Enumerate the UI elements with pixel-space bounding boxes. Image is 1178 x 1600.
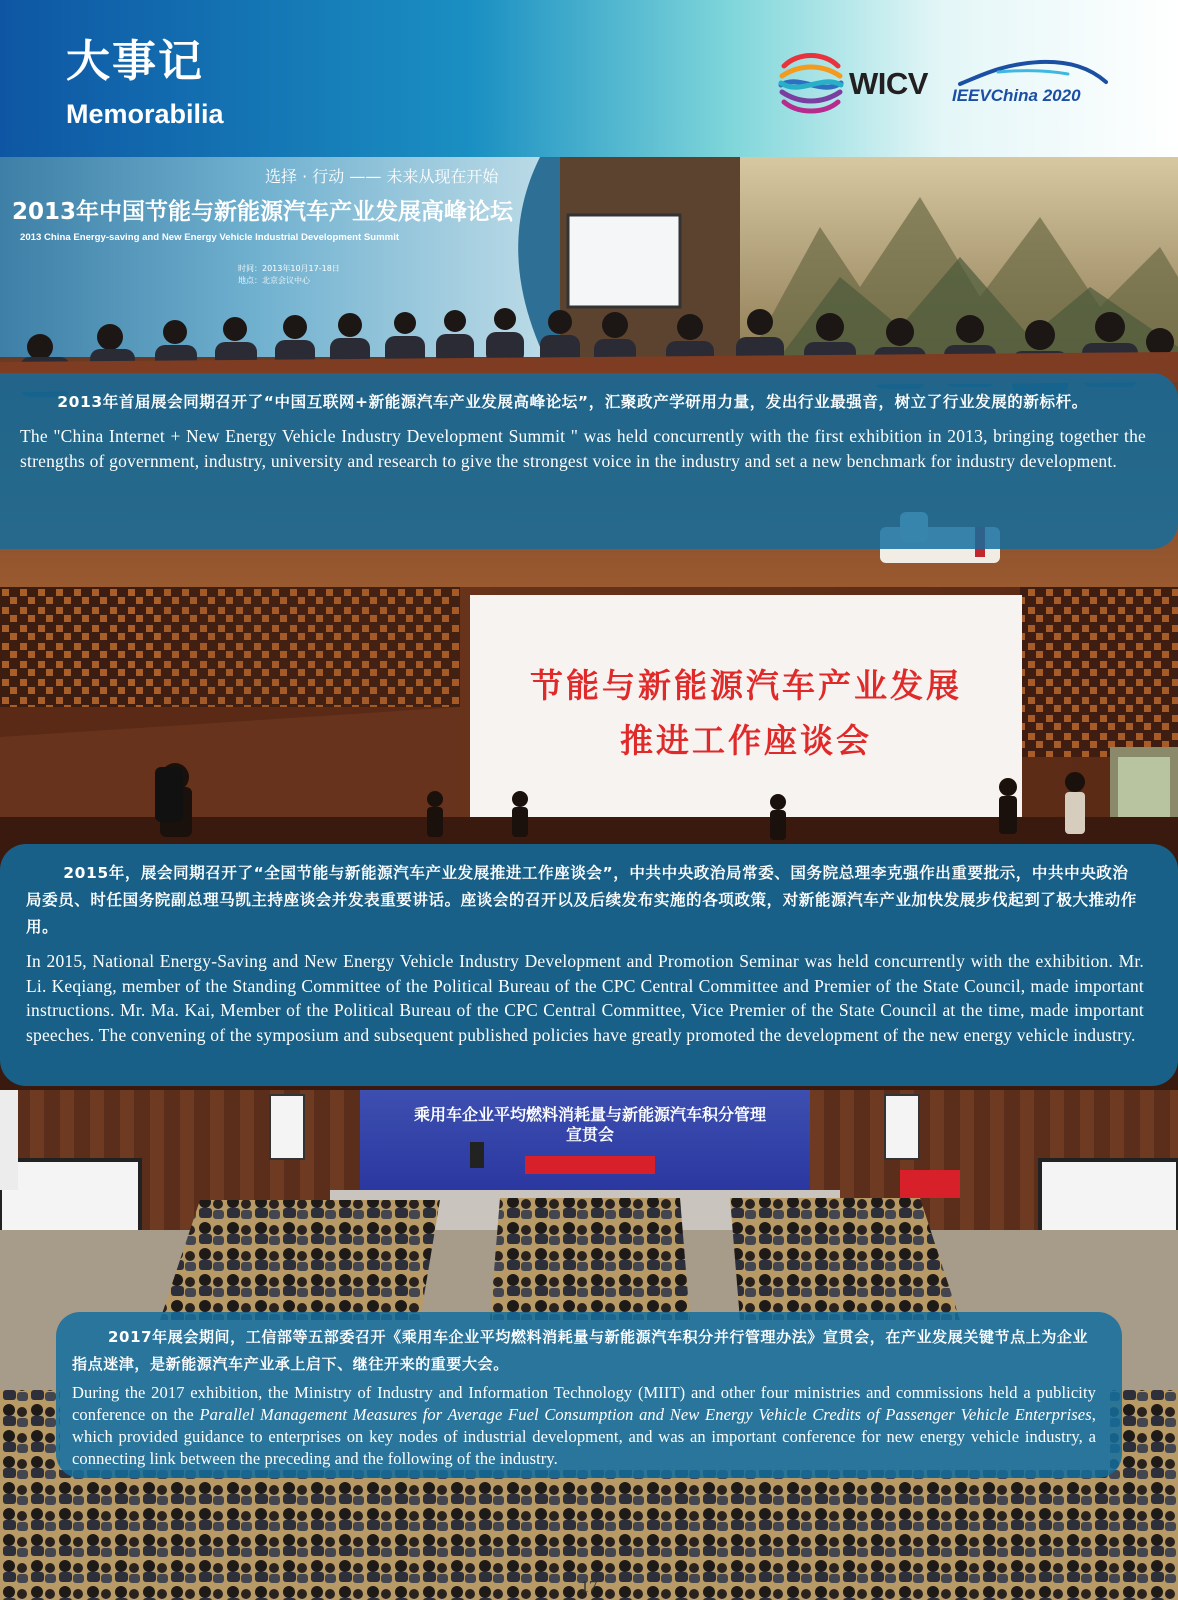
- banner-slogan: 选择 · 行动 —— 未来从现在开始: [265, 167, 499, 186]
- banner-title-en: 2013 China Energy-saving and New Energy Vehicle Industrial Development Summit: [20, 232, 400, 243]
- banner-place: 地点：北京会议中心: [238, 276, 310, 285]
- ieevchina-logo-text: [952, 87, 1081, 104]
- caption-2015-en: In 2015, National Energy-Saving and New Energy Vehicle Industry Development and Promotion Seminar was held concurrently with the exhibition. Mr. Li. Keqiang, member of the Standing Committee of the Political Bureau of the CPC Central Committee and Premier of the State Council, made important instructions. Mr. Ma. Kai, Member of the Political Bureau of the CPC Central Committee, Vice Premier of the State Council at the time, made important speeches. The convening of the symposium and subsequent published policies have greatly promoted the development of the new energy vehicle industry.: [26, 951, 1144, 1045]
- caption-2017-en: [72, 1382, 1096, 1470]
- section-2013-summit: [0, 157, 1178, 587]
- ieevchina-logo-name: IEEVChina: [952, 86, 1038, 105]
- caption-2017-zh: 2017年展会期间，工信部等五部委召开《乘用车企业平均燃料消耗量与新能源汽车积分并行管理办法》宣贯会，在产业发展关键节点上为企业指点迷津，是新能源汽车产业承上启下、继往开来的重要大会。: [72, 1328, 1089, 1373]
- wicv-emblem-icon: [778, 52, 844, 114]
- caption-2013-en: The "China Internet + New Energy Vehicle Industry Development Summit " was held concurrently with the first exhibition in 2013, bringing together the strengths of government, industry, university and research to give the strongest voice in the industry and set a new benchmark for industry development.: [20, 426, 1146, 471]
- stage-title-line1: 乘用车企业平均燃料消耗量与新能源汽车积分管理: [413, 1105, 767, 1124]
- page-title-en: Memorabilia: [66, 99, 224, 129]
- caption-2017-en-part1: During the 2017 exhibition, the Ministry of Industry and Information Technology (MIIT) and other four ministries and commissions held a publicity conference on the: [72, 1383, 1096, 1424]
- ieevchina-logo: [950, 58, 1120, 110]
- section-2017-conference: [0, 1090, 1178, 1600]
- page-header: [0, 0, 1178, 157]
- page-title-zh: 大事记: [66, 36, 204, 87]
- wicv-logo: [778, 52, 928, 114]
- caption-2013: [0, 373, 1178, 549]
- screen-title-line1: 节能与新能源汽车产业发展: [530, 666, 962, 705]
- page-number: 17: [580, 1577, 598, 1596]
- banner-time: 时间：2013年10月17-18日: [238, 264, 340, 273]
- ieevchina-logo-year: 2020: [1042, 86, 1081, 105]
- screen-title-line2: 推进工作座谈会: [620, 721, 872, 760]
- banner-title-zh: 2013年中国节能与新能源汽车产业发展高峰论坛: [12, 199, 514, 225]
- section-2015-seminar: [0, 587, 1178, 1090]
- caption-2017: [56, 1312, 1122, 1478]
- wicv-logo-text: WICV: [849, 66, 928, 101]
- caption-2017-en-part2: , which provided guidance to enterprises on key nodes of industrial development, and was an important conference for new energy vehicle industry, a connecting link between the preceding and the following of the industry.: [72, 1405, 1096, 1468]
- caption-2015-zh: 2015年，展会同期召开了“全国节能与新能源汽车产业发展推进工作座谈会”，中共中央政治局常委、国务院总理李克强作出重要批示，中共中央政治局委员、时任国务院副总理马凯主持座谈会并发表重要讲话。座谈会的召开以及后续发布实施的各项政策，对新能源汽车产业加快发展步伐起到了极大推动作用。: [26, 864, 1137, 936]
- caption-2017-en-policy-title: Parallel Management Measures for Average Fuel Consumption and New Energy Vehicle Credits of Passenger Vehicle Enterprises: [199, 1405, 1092, 1424]
- caption-2013-zh: 2013年首届展会同期召开了“中国互联网+新能源汽车产业发展高峰论坛”，汇聚政产学研用力量，发出行业最强音，树立了行业发展的新标杆。: [57, 393, 1088, 411]
- caption-2015: [0, 844, 1178, 1086]
- stage-title-line2: 宣贯会: [565, 1125, 615, 1144]
